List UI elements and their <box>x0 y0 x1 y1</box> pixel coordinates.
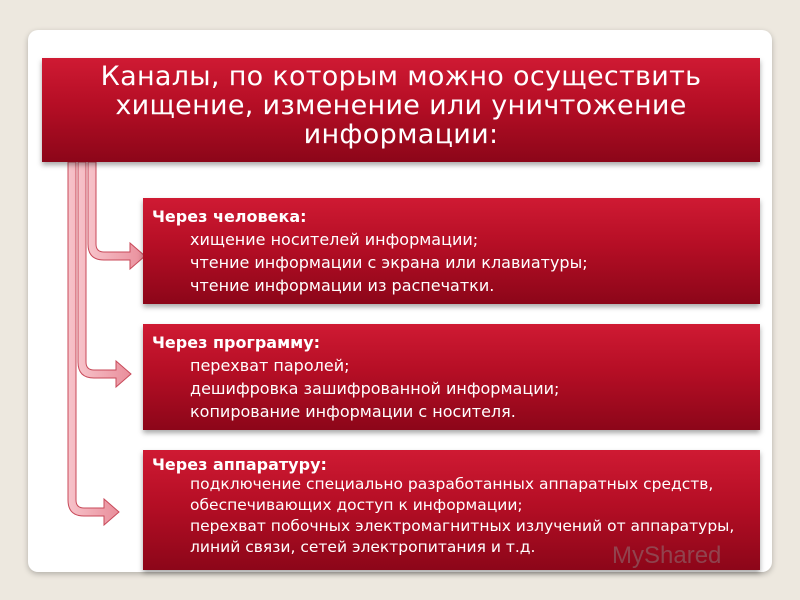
channel-item: чтение информации из распечатки. <box>190 276 495 295</box>
channel-heading: Через аппаратуру: <box>152 455 327 474</box>
title-box <box>42 58 760 162</box>
channel-item: перехват побочных электромагнитных излучений от аппаратуры, линий связи, сетей электропитания и т.д. <box>190 517 735 556</box>
channel-item: дешифровка зашифрованной информации; <box>190 379 560 398</box>
title-text: Каналы, по которым можно осуществить хищение, изменение или уничтожение информации: <box>100 61 702 150</box>
channel-item: хищение носителей информации; <box>190 230 479 249</box>
channel-box-program <box>143 324 760 430</box>
channel-box-human <box>143 198 760 304</box>
arrow-connector-2 <box>78 162 131 387</box>
channel-item: подключение специально разработанных аппаратных средств, обеспечивающих доступ к информации; <box>190 475 714 514</box>
channel-item: копирование информации с носителя. <box>190 402 516 421</box>
arrow-connector-1 <box>88 162 145 269</box>
watermark-logo: MyShared <box>612 542 722 569</box>
channel-item: перехват паролей; <box>190 356 350 375</box>
channel-item: чтение информации с экрана или клавиатуры; <box>190 253 588 272</box>
channel-heading: Через человека: <box>152 207 307 226</box>
channel-heading: Через программу: <box>152 333 321 352</box>
